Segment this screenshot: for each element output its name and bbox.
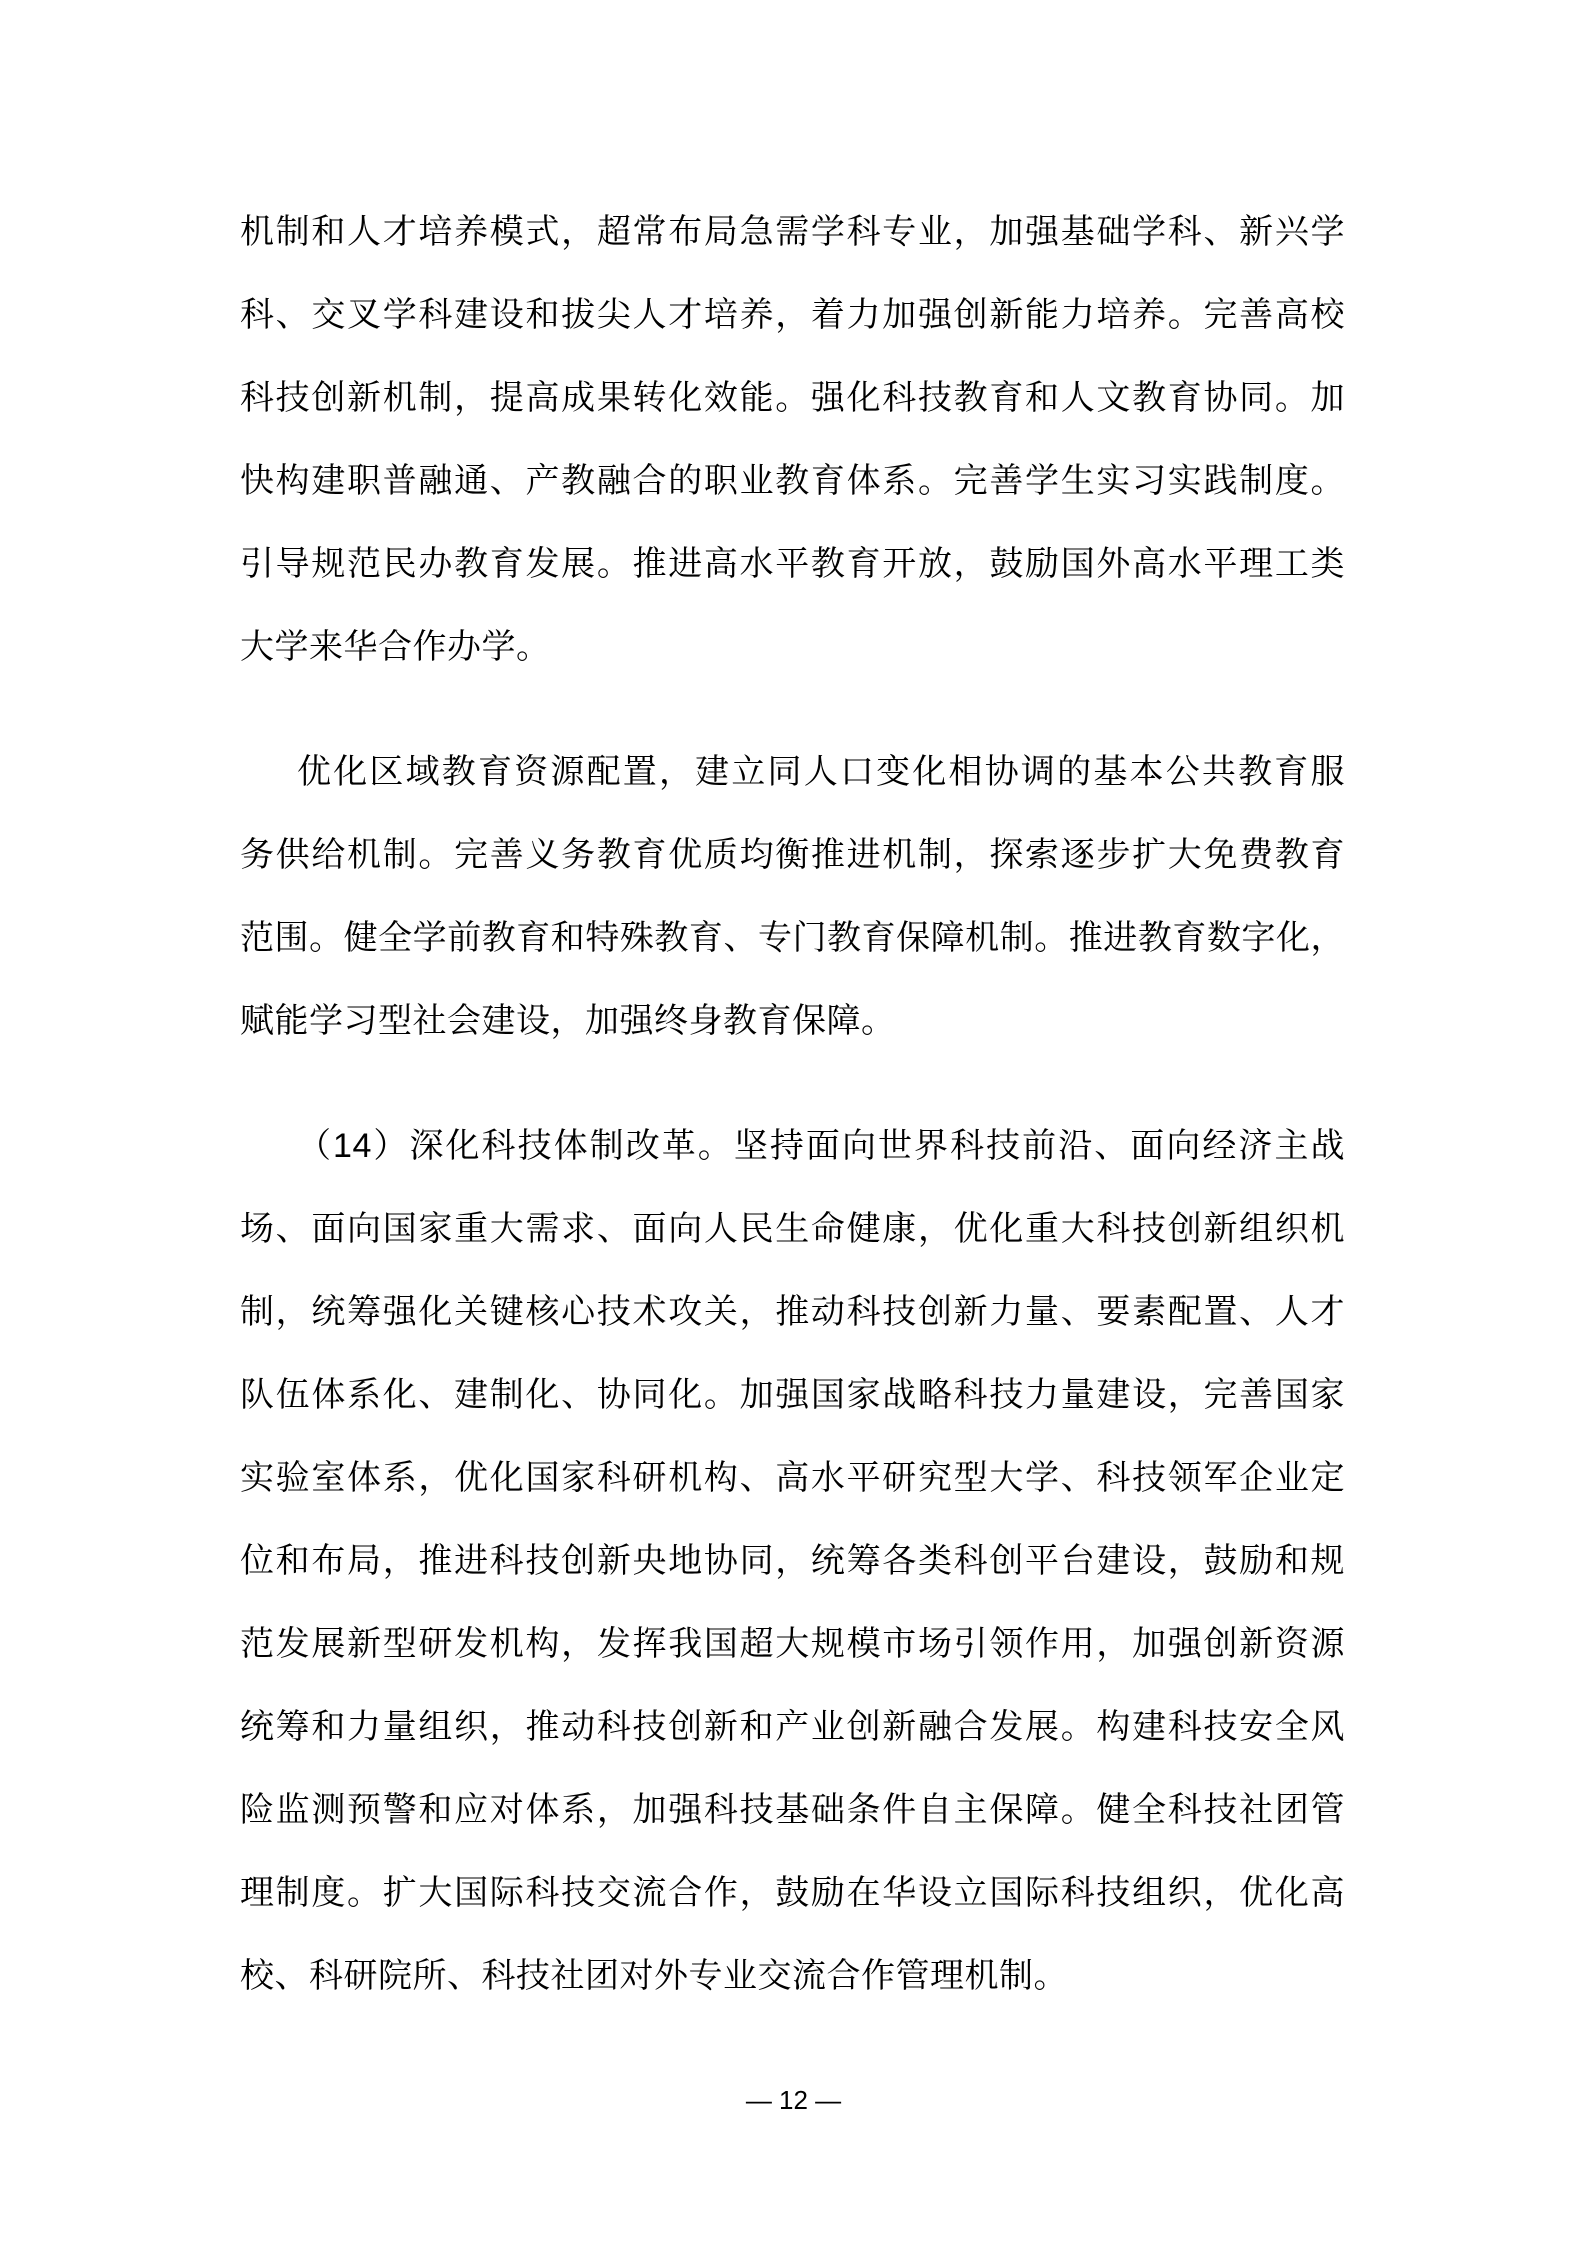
text-line: 位和布局，推进科技创新央地协同，统筹各类科创平台建设，鼓励和规 <box>240 1542 1345 1580</box>
text-line: 快构建职普融通、产教融合的职业教育体系。完善学生实习实践制度。 <box>240 462 1345 500</box>
text-line: 实验室体系，优化国家科研机构、高水平研究型大学、科技领军企业定 <box>240 1459 1345 1497</box>
text-line: 队伍体系化、建制化、协同化。加强国家战略科技力量建设，完善国家 <box>240 1376 1345 1414</box>
text-line: 务供给机制。完善义务教育优质均衡推进机制，探索逐步扩大免费教育 <box>240 836 1345 874</box>
text-line: 范发展新型研发机构，发挥我国超大规模市场引领作用，加强创新资源 <box>240 1625 1345 1663</box>
text-line: 校、科研院所、科技社团对外专业交流合作管理机制。 <box>240 1957 1068 1995</box>
text-line: 科技创新机制，提高成果转化效能。强化科技教育和人文教育协同。加 <box>240 379 1345 417</box>
text-line: 场、面向国家重大需求、面向人民生命健康，优化重大科技创新组织机 <box>240 1210 1345 1248</box>
text-line: 优化区域教育资源配置，建立同人口变化相协调的基本公共教育服 <box>297 753 1345 791</box>
text-line: 赋能学习型社会建设，加强终身教育保障。 <box>240 1002 896 1040</box>
text-line: 理制度。扩大国际科技交流合作，鼓励在华设立国际科技组织，优化高 <box>240 1874 1345 1912</box>
text-line: 科、交叉学科建设和拔尖人才培养，着力加强创新能力培养。完善高校 <box>240 296 1345 334</box>
text-line: 引导规范民办教育发展。推进高水平教育开放，鼓励国外高水平理工类 <box>240 545 1345 583</box>
text-line: （14）深化科技体制改革。坚持面向世界科技前沿、面向经济主战 <box>297 1127 1345 1165</box>
text-line: 大学来华合作办学。 <box>240 628 551 666</box>
text-line: 机制和人才培养模式，超常布局急需学科专业，加强基础学科、新兴学 <box>240 213 1345 251</box>
paragraph-1 <box>240 191 1345 689</box>
paragraph-3 <box>240 1105 1345 2018</box>
paragraph-2 <box>240 731 1345 1063</box>
text-block <box>240 191 1345 2060</box>
page-number: — 12 — <box>745 2085 842 2115</box>
text-line: 制，统筹强化关键核心技术攻关，推动科技创新力量、要素配置、人才 <box>240 1293 1345 1331</box>
text-line: 范围。健全学前教育和特殊教育、专门教育保障机制。推进教育数字化， <box>240 919 1345 957</box>
text-line: 统筹和力量组织，推动科技创新和产业创新融合发展。构建科技安全风 <box>240 1708 1345 1746</box>
text-line: 险监测预警和应对体系，加强科技基础条件自主保障。健全科技社团管 <box>240 1791 1345 1829</box>
